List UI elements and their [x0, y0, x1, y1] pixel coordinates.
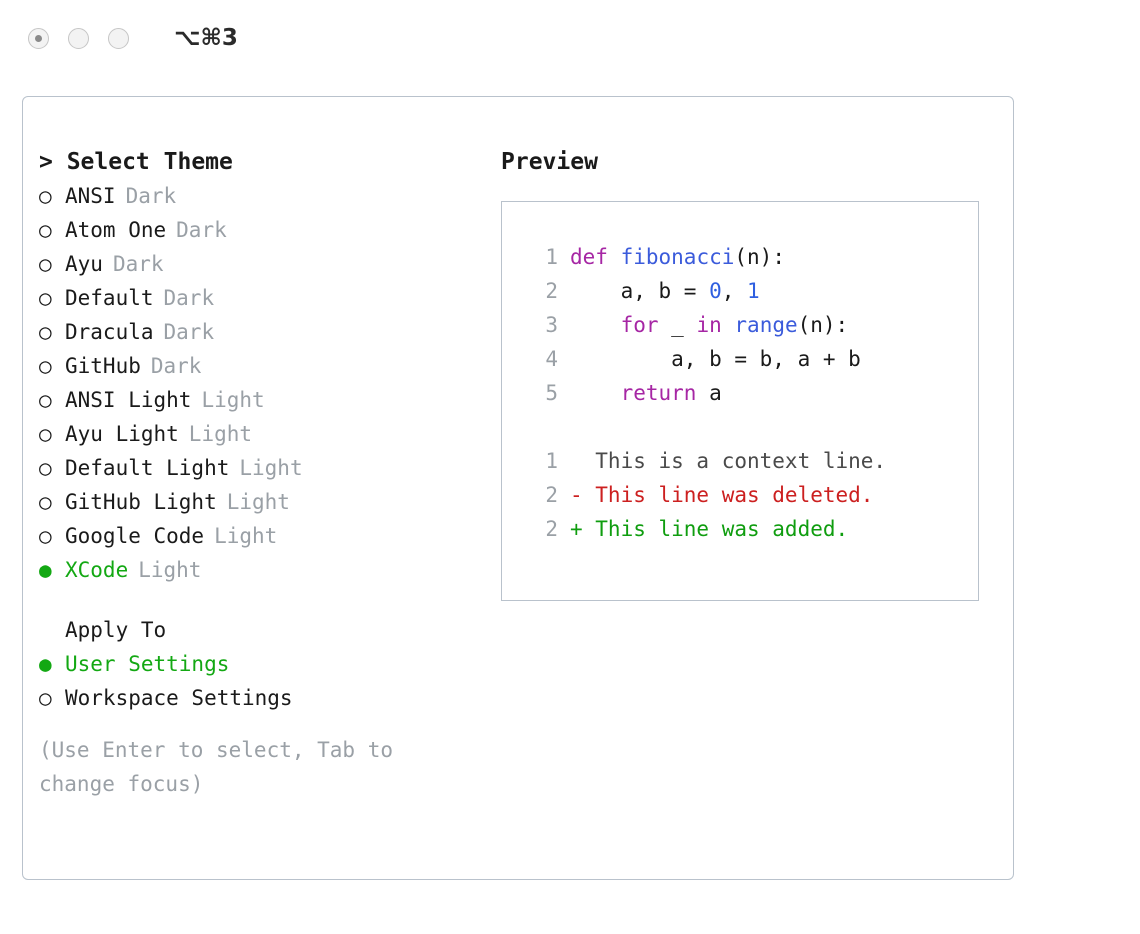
apply-to-label: Workspace Settings — [65, 686, 293, 710]
diff-text: + This line was added. — [570, 517, 849, 541]
theme-list-item[interactable] — [39, 213, 479, 247]
preview-column — [501, 145, 1001, 601]
code-text — [570, 376, 722, 410]
keyboard-hint-text: (Use Enter to select, Tab to change focus) — [39, 738, 406, 796]
title-bar — [0, 0, 1140, 76]
code-token: a, b = — [570, 279, 710, 303]
theme-list-item[interactable] — [39, 281, 479, 315]
theme-name: XCode — [65, 558, 129, 582]
theme-list-item[interactable] — [39, 553, 479, 587]
line-number: 2 — [545, 517, 558, 541]
code-token: return — [620, 381, 697, 405]
theme-variant: Dark — [163, 320, 215, 344]
code-token: fibonacci — [620, 245, 735, 269]
theme-list-item[interactable] — [39, 485, 479, 519]
line-number: 3 — [545, 313, 558, 337]
radio-unselected-icon: ○ — [39, 388, 52, 412]
theme-list-item[interactable] — [39, 349, 479, 383]
code-token — [570, 313, 621, 337]
line-number: 4 — [545, 347, 558, 371]
line-number: 1 — [545, 245, 558, 269]
code-token — [722, 313, 735, 337]
code-token — [608, 245, 621, 269]
code-token: 1 — [747, 279, 760, 303]
radio-unselected-icon: ○ — [39, 320, 52, 344]
theme-name: Dracula — [65, 320, 154, 344]
radio-unselected-icon: ○ — [39, 218, 52, 242]
radio-unselected-icon: ○ — [39, 184, 52, 208]
radio-unselected-icon: ○ — [39, 490, 52, 514]
radio-unselected-icon: ○ — [39, 524, 52, 548]
theme-list-item[interactable] — [39, 179, 479, 213]
apply-to-option[interactable] — [39, 681, 479, 715]
diff-text: - This line was deleted. — [570, 483, 874, 507]
theme-list-item[interactable] — [39, 383, 479, 417]
theme-variant: Dark — [150, 354, 202, 378]
theme-name: GitHub — [65, 354, 141, 378]
code-line — [524, 274, 978, 308]
code-token: def — [570, 245, 608, 269]
code-line — [524, 376, 978, 410]
diff-line — [524, 512, 978, 546]
theme-name: ANSI — [65, 184, 116, 208]
code-text — [570, 342, 861, 376]
keyboard-shortcut-label: ⌥⌘3 — [174, 25, 238, 51]
theme-variant: Light — [201, 388, 265, 412]
diff-text: This is a context line. — [570, 449, 887, 473]
apply-to-option[interactable] — [39, 647, 479, 681]
theme-list-item[interactable] — [39, 519, 479, 553]
window-maximize-dot[interactable] — [108, 28, 129, 49]
code-sample — [524, 240, 978, 410]
code-text — [570, 274, 760, 308]
theme-list-item[interactable] — [39, 451, 479, 485]
code-token: 0 — [709, 279, 722, 303]
apply-to-list[interactable] — [39, 647, 479, 715]
theme-name: Default — [65, 286, 154, 310]
code-token: _ — [658, 313, 697, 337]
diff-line — [524, 444, 978, 478]
radio-unselected-icon: ○ — [39, 252, 52, 276]
theme-variant: Light — [214, 524, 278, 548]
theme-name: Ayu — [65, 252, 103, 276]
code-token: range — [734, 313, 798, 337]
theme-selection-column — [39, 145, 479, 801]
code-token: in — [696, 313, 722, 337]
code-token: a — [696, 381, 722, 405]
code-text — [570, 240, 785, 274]
theme-variant: Light — [239, 456, 303, 480]
preview-title: Preview — [501, 149, 598, 175]
line-number: 2 — [545, 279, 558, 303]
theme-variant: Dark — [176, 218, 227, 242]
theme-list-item[interactable] — [39, 247, 479, 281]
select-theme-header: > Select Theme — [39, 149, 233, 175]
apply-to-label: User Settings — [65, 652, 230, 676]
diff-sample — [524, 444, 978, 546]
theme-variant: Light — [188, 422, 253, 446]
line-number: 5 — [545, 381, 558, 405]
code-token: (n): — [797, 313, 849, 337]
apply-to-header: Apply To — [65, 618, 167, 642]
code-token: (n): — [734, 245, 785, 269]
radio-selected-icon: ● — [39, 558, 52, 582]
theme-picker-panel — [22, 96, 1014, 880]
code-token: for — [620, 313, 659, 337]
theme-variant: Light — [138, 558, 202, 582]
radio-unselected-icon: ○ — [39, 456, 52, 480]
radio-unselected-icon: ○ — [39, 354, 52, 378]
theme-name: ANSI Light — [65, 388, 192, 412]
theme-name: Atom One — [65, 218, 167, 242]
theme-variant: Dark — [125, 184, 177, 208]
radio-unselected-icon: ○ — [39, 422, 52, 446]
theme-list-item[interactable] — [39, 315, 479, 349]
theme-variant: Dark — [163, 286, 215, 310]
diff-line — [524, 478, 978, 512]
code-line — [524, 342, 978, 376]
code-token: a, b = b, a + b — [570, 347, 861, 371]
theme-name: Google Code — [65, 524, 205, 548]
code-text — [570, 308, 848, 342]
window-minimize-dot[interactable] — [68, 28, 89, 49]
radio-selected-icon: ● — [39, 652, 52, 676]
theme-variant: Light — [226, 490, 290, 514]
theme-name: Default Light — [65, 456, 230, 480]
theme-name: GitHub Light — [65, 490, 217, 514]
theme-list[interactable] — [39, 179, 479, 587]
theme-variant: Dark — [112, 252, 164, 276]
code-line — [524, 240, 978, 274]
radio-unselected-icon: ○ — [39, 686, 52, 710]
code-token: , — [721, 279, 748, 303]
code-token — [570, 381, 621, 405]
theme-name: Ayu Light — [65, 422, 179, 446]
window-close-dot[interactable] — [28, 28, 49, 49]
preview-box — [501, 201, 979, 601]
code-line — [524, 308, 978, 342]
line-number: 2 — [545, 483, 558, 507]
radio-unselected-icon: ○ — [39, 286, 52, 310]
theme-list-item[interactable] — [39, 417, 479, 451]
line-number: 1 — [545, 449, 558, 473]
